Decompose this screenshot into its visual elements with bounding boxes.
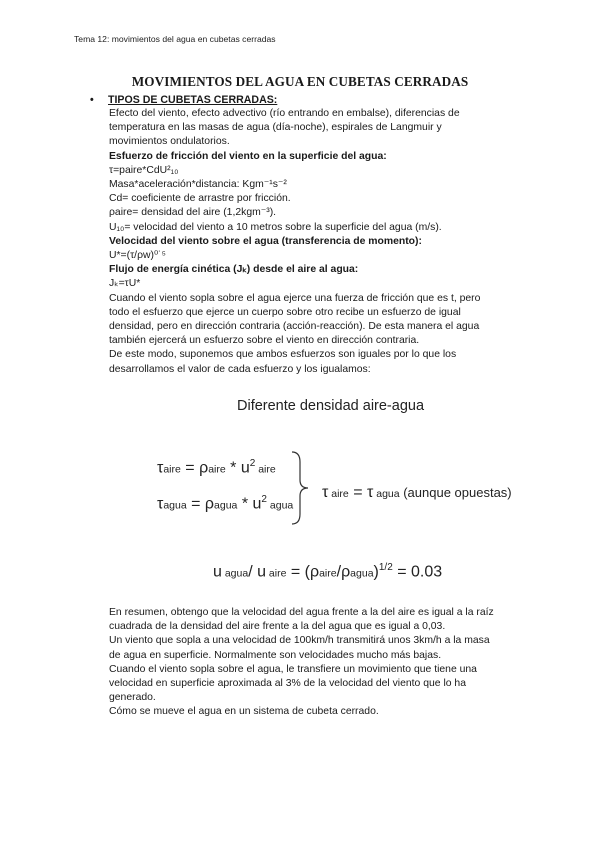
body-line: τ=paire*CdU²₁₀ [109, 164, 179, 176]
equation-tau-agua: τagua = ρagua * $u^2$ agua [157, 494, 294, 513]
body-line: U₁₀= velocidad del viento a 10 metros sobre la superficie del agua (m/s). [109, 221, 442, 233]
summary-line: cuadrada de la densidad del aire frente a la del agua que es igual a 0,03. [109, 621, 446, 633]
page-title: MOVIMIENTOS DEL AGUA EN CUBETAS CERRADAS [131, 74, 469, 89]
page-header: Tema 12: movimientos del agua en cubetas cerradas [74, 34, 276, 44]
subheading-line: Esfuerzo de fricción del viento en la superficie del agua: [109, 150, 387, 162]
summary-line: Cuando el viento sopla sobre el agua, le transfiere un movimiento que tiene una [109, 663, 477, 675]
body-line: Jₖ=τU* [109, 278, 141, 290]
section-heading: TIPOS DE CUBETAS CERRADAS: [108, 94, 278, 106]
summary-line: Un viento que sopla a una velocidad de 100km/h transmitirá unos 3km/h a la masa [109, 635, 490, 647]
summary-line: de agua en superficie. Normalmente son velocidades mucho más bajas. [109, 649, 442, 661]
body-line: Cuando el viento sopla sobre el agua ejerce una fuerza de fricción que es t, pero [109, 292, 481, 304]
bullet-icon: • [90, 94, 94, 106]
body-line: Cd= coeficiente de arrastre por fricción. [109, 193, 291, 205]
equation-velocity-ratio: u agua/ u aire = (ρaire/ρagua)$^{1/2}$ = 0.03 [213, 562, 443, 581]
subheading-line: Flujo de energía cinética (Jₖ) desde el aire al agua: [109, 264, 359, 276]
body-line: temperatura en las masas de agua (día-noche), espirales de Langmuir y [109, 122, 442, 134]
equation-equality: τ aire = τ agua (aunque opuestas) [322, 484, 512, 501]
body-line: De este modo, suponemos que ambos esfuerzos son iguales por lo que los [109, 349, 457, 361]
summary-line: generado. [109, 692, 156, 704]
subheading-line: Velocidad del viento sobre el agua (transferencia de momento): [109, 235, 422, 247]
body-line: Masa*aceleración*distancia: Kgm⁻¹s⁻² [109, 179, 287, 191]
body-line: U*=(τ/ρw)⁰˙⁵ [109, 250, 166, 262]
summary-line: En resumen, obtengo que la velocidad del agua frente a la del aire es igual a la raíz [109, 607, 494, 618]
summary-line: velocidad en superficie aproximada al 3% de la velocidad del viento que lo ha [109, 678, 466, 690]
curly-brace-icon [290, 450, 312, 526]
body-line: todo el esfuerzo que ejerce un cuerpo sobre otro recibe un esfuerzo de igual [109, 306, 461, 318]
body-line: desarrollamos el valor de cada esfuerzo y los igualamos: [109, 363, 371, 375]
summary-line: Cómo se mueve el agua en un sistema de cubeta cerrado. [109, 706, 379, 718]
section-heading-row [90, 94, 277, 106]
body-line: ρaire= densidad del aire (1,2kgm⁻³). [109, 207, 277, 219]
equation-tau-aire: τaire = ρaire * $u^2$ aire [157, 458, 276, 477]
equation-title: Diferente densidad aire-agua [237, 398, 425, 414]
body-line: movimientos ondulatorios. [109, 136, 230, 148]
body-line: densidad, pero en dirección contraria (acción-reacción). De esta manera el agua [109, 321, 480, 333]
body-line: Efecto del viento, efecto advectivo (río entrando en embalse), diferencias de [109, 108, 460, 119]
body-text [109, 107, 529, 377]
body-line: también ejercerá un esfuerzo sobre el viento en dirección contraria. [109, 335, 420, 347]
summary-text [109, 606, 529, 720]
